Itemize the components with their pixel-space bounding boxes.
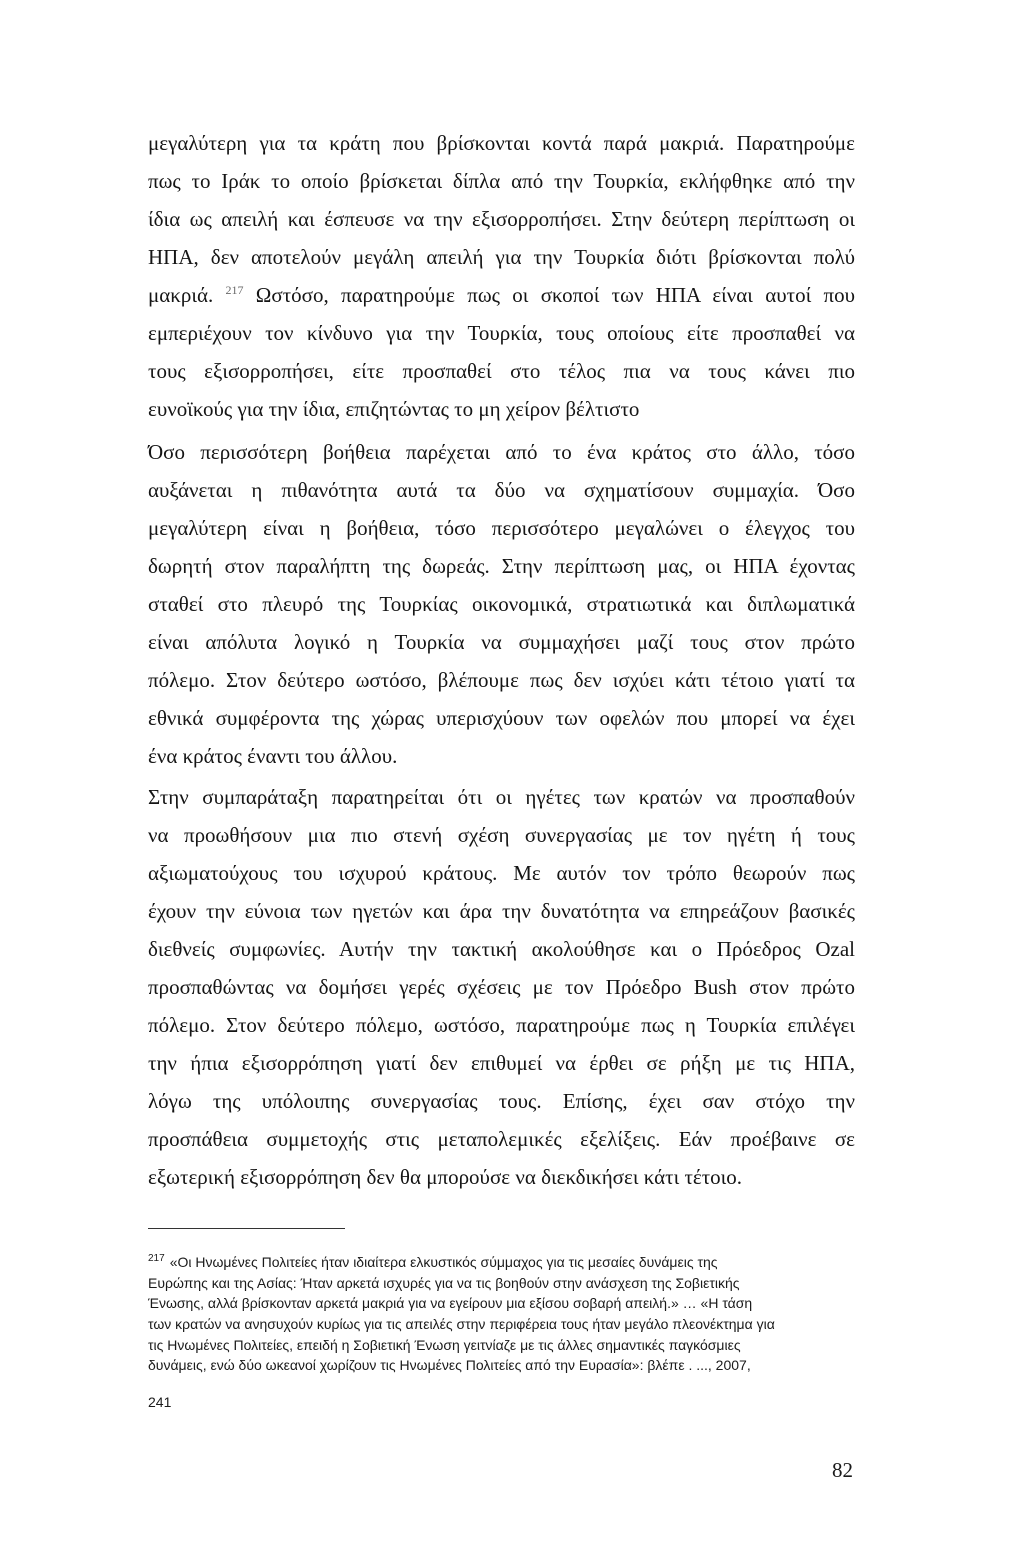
main-text bbox=[148, 124, 855, 1196]
body-text-line: προσπάθεια συμμετοχής στις μεταπολεμικές εξελίξεις. Εάν προέβαινε σε bbox=[148, 1127, 855, 1151]
body-text-line: την ήπια εξισορρόπηση γιατί δεν επιθυμεί να έρθει σε ρήξη με τις ΗΠΑ, bbox=[148, 1051, 855, 1075]
body-text-line: Όσο περισσότερη βοήθεια παρέχεται από το ένα κράτος στο άλλο, τόσο bbox=[148, 440, 855, 464]
body-text-line: μεγαλύτερη για τα κράτη που βρίσκονται κοντά παρά μακριά. Παρατηρούμε bbox=[148, 131, 855, 155]
body-text-line: σταθεί στο πλευρό της Τουρκίας οικονομικά, στρατιωτικά και διπλωματικά bbox=[148, 592, 855, 616]
body-text-line: έχουν την εύνοια των ηγετών και άρα την δυνατότητα να επηρεάζουν βασικές bbox=[148, 899, 855, 923]
body-text-line: ένα κράτος έναντι του άλλου. bbox=[148, 744, 398, 768]
body-text-line: εμπεριέχουν τον κίνδυνο για την Τουρκία, τους οποίους είτε προσπαθεί να bbox=[148, 321, 855, 345]
body-text-line: τους εξισορροπήσει, είτε προσπαθεί στο τέλος πια να τους κάνει πιο bbox=[148, 359, 855, 383]
body-text-line: προσπαθώντας να δομήσει γερές σχέσεις με τον Πρόεδρο Bush στον πρώτο bbox=[148, 975, 855, 999]
body-text-line: αξιωματούχους του ισχυρού κράτους. Με αυτόν τον τρόπο θεωρούν πως bbox=[148, 861, 855, 885]
footnote-line: Ευρώπης και της Ασίας: Ήταν αρκετά ισχυρές για να τις βοηθούν στην ανάσχεση της Σοβιετικής bbox=[148, 1274, 740, 1291]
body-text-line: δωρητή στον παραλήπτη της δωρεάς. Στην περίπτωση μας, οι ΗΠΑ έχοντας bbox=[148, 554, 855, 578]
body-text-line: εξωτερική εξισορρόπηση δεν θα μπορούσε να διεκδικήσει κάτι τέτοιο. bbox=[148, 1165, 743, 1189]
body-text-line: μεγαλύτερη είναι η βοήθεια, τόσο περισσότερο μεγαλώνει ο έλεγχος του bbox=[148, 516, 855, 540]
footnote-page-reference: 241 bbox=[148, 1394, 172, 1411]
body-text-line: εθνικά συμφέροντα της χώρας υπερισχύουν των οφελών που μπορεί να έχει bbox=[148, 706, 855, 730]
footnote bbox=[148, 1252, 868, 1413]
body-text-line: πόλεμο. Στον δεύτερο ωστόσο, βλέπουμε πως δεν ισχύει κάτι τέτοιο γιατί τα bbox=[148, 668, 855, 692]
footnote-text: «Οι Ηνωμένες Πολιτείες ήταν ιδιαίτερα ελκυστικός σύμμαχος για τις μεσαίες δυνάμεις της bbox=[169, 1254, 718, 1270]
body-text-line: Στην συμπαράταξη παρατηρείται ότι οι ηγέτες των κρατών να προσπαθούν bbox=[148, 785, 855, 809]
footnote-line bbox=[148, 1252, 868, 1273]
body-text-line: να προωθήσουν μια πιο στενή σχέση συνεργασίας με τον ηγέτη ή τους bbox=[148, 823, 855, 847]
body-text-line: ίδια ως απειλή και έσπευσε να την εξισορροπήσει. Στην δεύτερη περίπτωση οι bbox=[148, 207, 855, 231]
footnote-line: των κρατών να ανησυχούν κυρίως για τις απειλές στην περιφέρεια τους ήταν μεγάλο πλεονέκτημα για bbox=[148, 1316, 775, 1333]
footnote-line: δυνάμεις, ενώ δύο ωκεανοί χωρίζουν τις Ηνωμένες Πολιτείες από την Ευρασία»: βλέπε . ..., 2007, bbox=[148, 1357, 751, 1374]
body-text-line: ευνοϊκούς για την ίδια, επιζητώντας το μη χείρον βέλτιστο bbox=[148, 397, 640, 421]
body-text-line bbox=[148, 276, 855, 314]
body-text-fragment: Ωστόσο, παρατηρούμε πως οι σκοποί των ΗΠΑ είναι αυτοί που bbox=[255, 283, 855, 307]
footnote-line: Ένωσης, αλλά βρίσκονταν αρκετά μακριά για να εγείρουν μια εξίσου σοβαρή απειλή.» … «Η τάση bbox=[148, 1295, 753, 1312]
body-text-line: ΗΠΑ, δεν αποτελούν μεγάλη απειλή για την Τουρκία διότι βρίσκονται πολύ bbox=[148, 245, 855, 269]
footnote-number: 217 bbox=[148, 1253, 165, 1264]
body-text-line: είναι απόλυτα λογικό η Τουρκία να συμμαχήσει μαζί τους στον πρώτο bbox=[148, 630, 855, 654]
page-number: 82 bbox=[832, 1458, 853, 1482]
body-text-line: πως το Ιράκ το οποίο βρίσκεται δίπλα από την Τουρκία, εκλήφθηκε από την bbox=[148, 169, 855, 193]
footnote-reference: 217 bbox=[225, 283, 244, 297]
body-text-line: πόλεμο. Στον δεύτερο πόλεμο, ωστόσο, παρατηρούμε πως η Τουρκία επιλέγει bbox=[148, 1013, 855, 1037]
footnote-separator bbox=[148, 1228, 345, 1229]
body-text-line: διεθνείς συμφωνίες. Αυτήν την τακτική ακολούθησε και ο Πρόεδρος Ozal bbox=[148, 937, 855, 961]
footnote-line: τις Ηνωμένες Πολιτείες, επειδή η Σοβιετική Ένωση γειτνίαζε με τις άλλες σημαντικές παγκόσμιες bbox=[148, 1336, 741, 1353]
body-text-line: λόγω της υπόλοιπης συνεργασίας τους. Επίσης, έχει σαν στόχο την bbox=[148, 1089, 855, 1113]
body-text-line: αυξάνεται η πιθανότητα αυτά τα δύο να σχηματίσουν συμμαχία. Όσο bbox=[148, 478, 855, 502]
body-text-fragment: μακριά. bbox=[148, 283, 214, 307]
